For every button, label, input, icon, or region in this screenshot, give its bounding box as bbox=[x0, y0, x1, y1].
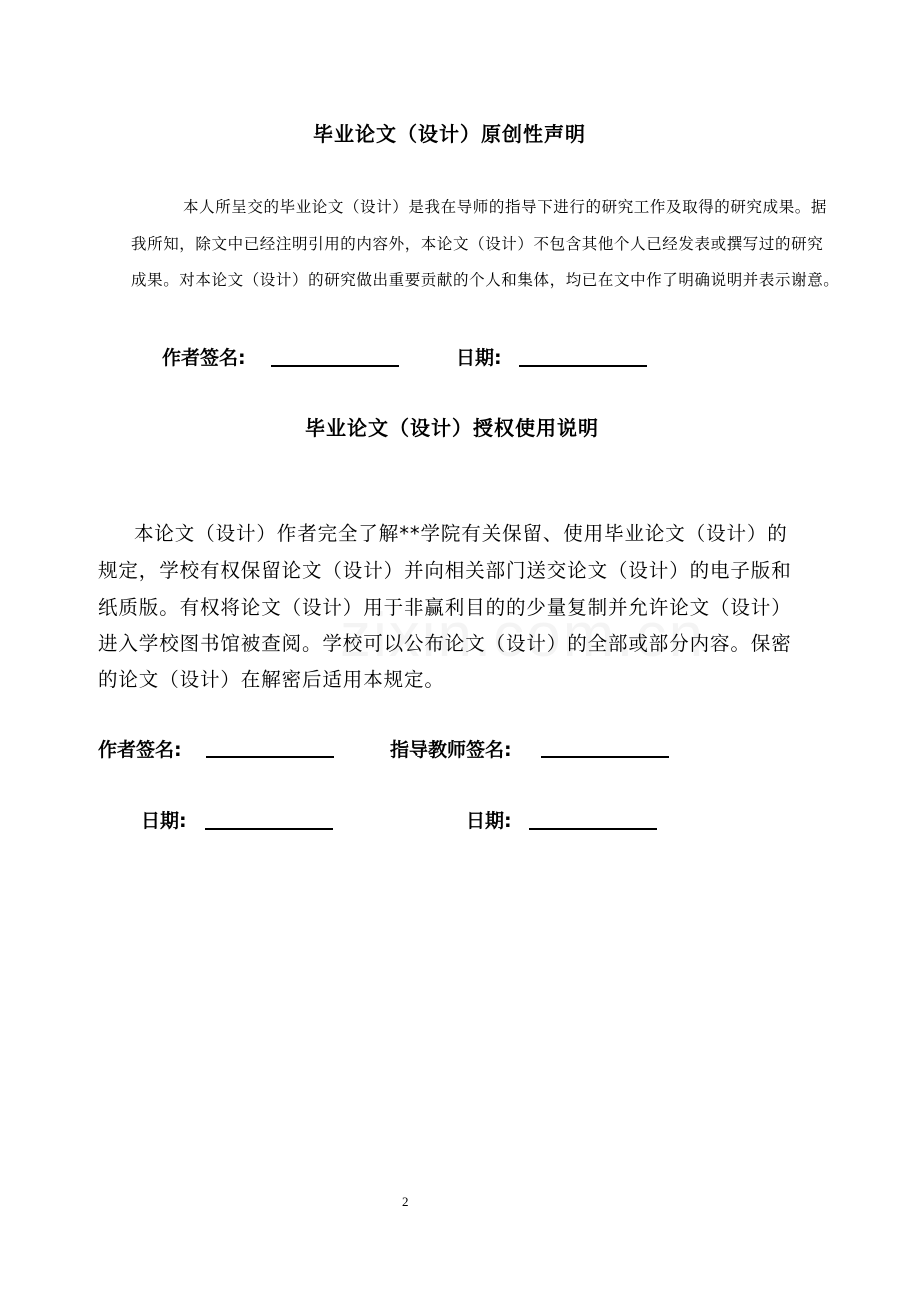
declaration-date-label: 日期: bbox=[456, 347, 502, 369]
authorization-line-4: 进入学校图书馆被查阅。学校可以公布论文（设计）的全部或部分内容。保密 bbox=[98, 632, 792, 655]
declaration-author-signature-field[interactable] bbox=[271, 365, 399, 367]
declaration-line-1: 本人所呈交的毕业论文（设计）是我在导师的指导下进行的研究工作及取得的研究成果。据 bbox=[183, 198, 828, 216]
supervisor-date-label: 日期: bbox=[466, 810, 512, 832]
authorization-author-signature-label: 作者签名: bbox=[98, 739, 182, 761]
supervisor-signature-field[interactable] bbox=[541, 756, 669, 758]
authorization-line-1: 本论文（设计）作者完全了解**学院有关保留、使用毕业论文（设计）的 bbox=[134, 522, 788, 545]
declaration-date-field[interactable] bbox=[519, 365, 647, 367]
declaration-author-signature-label: 作者签名: bbox=[162, 347, 246, 369]
authorization-title: 毕业论文（设计）授权使用说明 bbox=[305, 416, 599, 440]
declaration-title: 毕业论文（设计）原创性声明 bbox=[313, 122, 586, 146]
page-number: 2 bbox=[402, 1194, 409, 1209]
declaration-line-3: 成果。对本论文（设计）的研究做出重要贡献的个人和集体，均已在文中作了明确说明并表示谢意。 bbox=[131, 271, 840, 289]
supervisor-signature-label: 指导教师签名: bbox=[390, 739, 512, 761]
authorization-author-signature-field[interactable] bbox=[206, 756, 334, 758]
authorization-author-date-field[interactable] bbox=[205, 828, 333, 830]
authorization-author-date-label: 日期: bbox=[141, 810, 187, 832]
declaration-line-2: 我所知，除文中已经注明引用的内容外，本论文（设计）不包含其他个人已经发表或撰写过的研究 bbox=[131, 235, 824, 253]
supervisor-date-field[interactable] bbox=[529, 828, 657, 830]
authorization-line-3: 纸质版。有权将论文（设计）用于非赢利目的的少量复制并允许论文（设计） bbox=[98, 596, 792, 619]
authorization-line-5: 的论文（设计）在解密后适用本规定。 bbox=[98, 668, 445, 691]
authorization-line-2: 规定，学校有权保留论文（设计）并向相关部门送交论文（设计）的电子版和 bbox=[98, 559, 792, 582]
